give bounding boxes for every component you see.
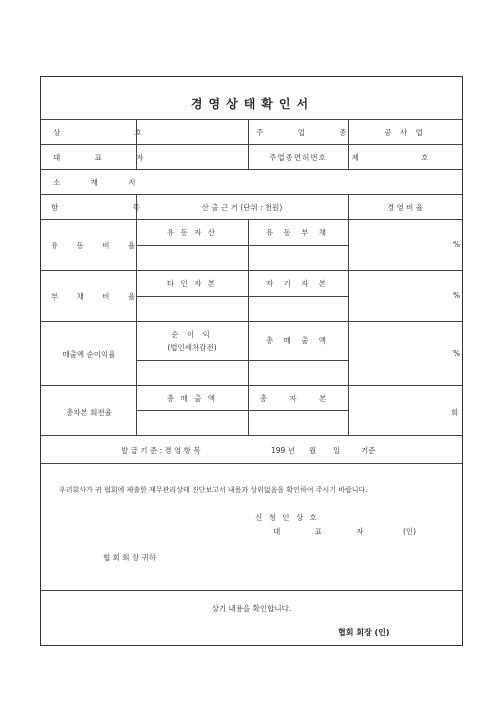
confirm-statement: 상기 내용을 확인합니다. bbox=[211, 604, 292, 613]
addressee: 협 회 회 장 귀하 bbox=[103, 553, 157, 562]
net-income-note: (법인세차감전) bbox=[167, 343, 217, 352]
basis-header: 산 출 근 거 (단위 : 천원) bbox=[201, 203, 283, 212]
current-assets-label: 유 동 자 산 bbox=[166, 228, 218, 237]
liquidity-label: 유 동 비 율 bbox=[51, 241, 144, 250]
item-header: 항 목 bbox=[51, 203, 176, 212]
equity-label: 자 기 자 본 bbox=[265, 279, 331, 288]
representative-label: 대 표 자 bbox=[53, 153, 160, 162]
turnover-unit: 회 bbox=[451, 408, 459, 417]
applicant-label: 신 청 인 상 호 bbox=[255, 513, 319, 522]
grid-line bbox=[136, 245, 348, 246]
current-liabilities-label: 유 동 부 채 bbox=[265, 228, 331, 237]
grid-line bbox=[41, 270, 462, 271]
net-margin-label: 매출액 순이익율 bbox=[62, 350, 116, 359]
address-label: 소 재 지 bbox=[53, 178, 150, 187]
grid-line bbox=[41, 590, 462, 591]
grid-line bbox=[41, 321, 462, 322]
grid-line bbox=[136, 360, 348, 361]
grid-line bbox=[41, 194, 462, 195]
basis-year: 199 년 bbox=[271, 446, 295, 455]
business-value: 공 사 업 bbox=[384, 128, 426, 137]
margin-unit: % bbox=[453, 349, 461, 358]
total-sales-label: 총 매 출 액 bbox=[265, 336, 331, 345]
grid-line bbox=[348, 194, 349, 435]
grid-line bbox=[41, 144, 462, 145]
other-capital-label: 타 인 자 본 bbox=[166, 279, 218, 288]
license-value: 제 호 bbox=[351, 153, 459, 162]
grid-line bbox=[136, 296, 348, 297]
basis-prefix: 발 급 기 준 : 경 영 항 목 bbox=[121, 446, 201, 455]
license-label: 주업종면허번호 bbox=[269, 153, 327, 162]
grid-line bbox=[41, 463, 462, 464]
basis-day: 일 bbox=[333, 446, 341, 455]
debt-unit: % bbox=[453, 291, 461, 300]
grid-line bbox=[41, 385, 462, 386]
ratio-header: 경 영 비 율 bbox=[386, 203, 424, 212]
grid-line bbox=[41, 219, 462, 220]
liquidity-unit: % bbox=[453, 240, 461, 249]
turnover-label: 총자본 회전율 bbox=[66, 408, 112, 417]
grid-line bbox=[41, 169, 462, 170]
debt-label: 부 채 비 율 bbox=[51, 292, 144, 301]
seal-mark: (인) bbox=[403, 527, 417, 536]
company-label: 상 호 bbox=[53, 128, 178, 137]
grid-line bbox=[41, 435, 462, 436]
basis-suffix: 기준 bbox=[361, 446, 376, 455]
grid-line bbox=[41, 119, 462, 120]
business-label: 주 업 종 bbox=[256, 128, 363, 137]
certificate-form bbox=[40, 76, 463, 646]
representative-sign-label: 대 표 자 bbox=[273, 527, 380, 536]
grid-line bbox=[136, 410, 348, 411]
net-income-label: 순 이 익 bbox=[171, 330, 213, 339]
request-statement: 우리회사가 귀 협회에 제출한 재무관리상태 진단보고서 내용과 상위없음을 확인하여 주시기 바랍니다. bbox=[59, 486, 368, 494]
total-capital-label: 총 자 본 bbox=[259, 394, 337, 403]
form-title: 경영상태확인서 bbox=[190, 97, 315, 111]
association-signer: 협회 회장 (인) bbox=[338, 628, 390, 637]
basis-month: 월 bbox=[309, 446, 317, 455]
turnover-sales-label: 총 매 출 액 bbox=[166, 394, 218, 403]
